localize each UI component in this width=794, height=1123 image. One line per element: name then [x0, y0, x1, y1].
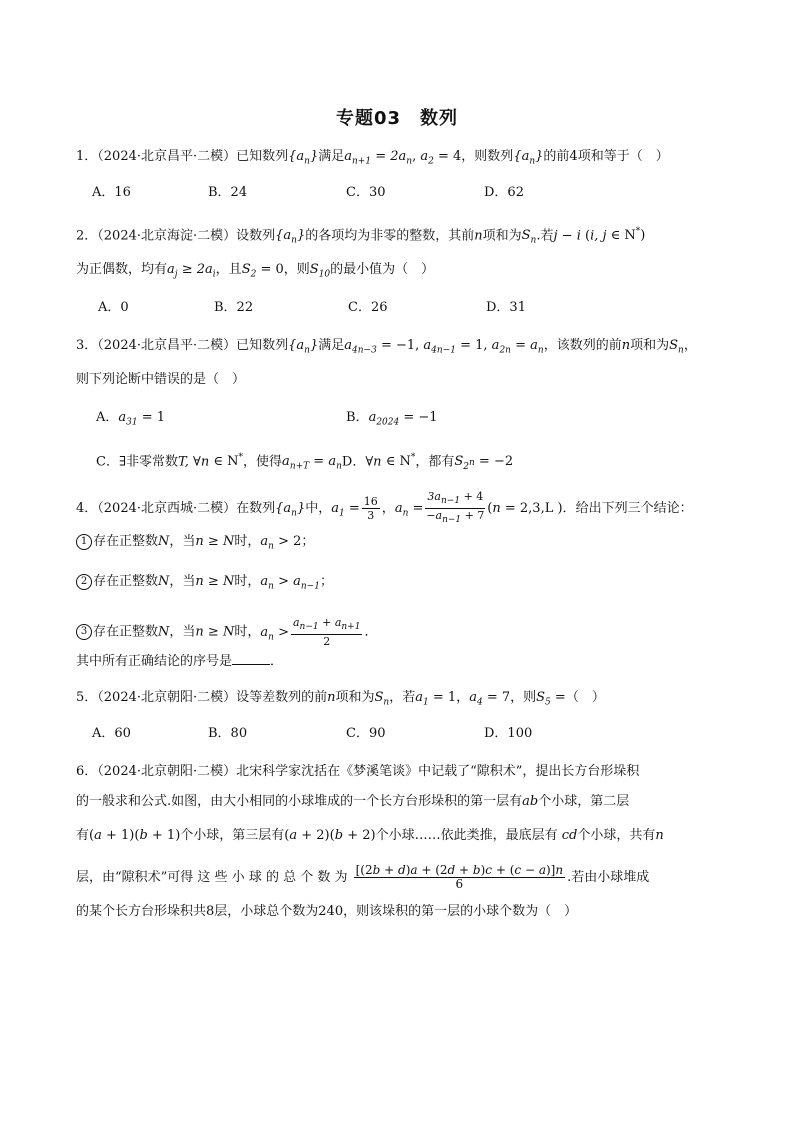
q3-option-a-math: $a_{31} = 1$	[118, 410, 166, 428]
q4-c2-N: N	[158, 574, 170, 589]
q5-given-2: $a_4 = 7$	[469, 690, 511, 708]
q3-option-c-math: T, ∀n ∈ N*	[178, 453, 244, 470]
q2-option-c: C．26	[348, 300, 388, 315]
q4-stem-c: 给出下列三个结论：	[575, 501, 693, 517]
q4-c1-b: ，当	[169, 534, 196, 549]
question-6-line-4: 层，由“隙积术”可得 这 些 小 球 的 总 个 数 为 $\frac{[(2b + d)a + (2d + b)c + (c - a)]n}{6}$ .若由小球堆成	[76, 863, 650, 891]
q3-option-d-eq: $S_{2^n} = -2$	[454, 454, 514, 472]
q4-recurrence: $a_n$ = $\frac{3a_{n-1} + 4}{-a_{n-1} + 7}$ (n = 2,3,L )	[394, 490, 563, 526]
q6-cd: cd	[557, 828, 578, 843]
q1-stem: 1．（2024·北京昌平·二模）已知数列	[76, 149, 289, 164]
q5-given: $a_1 = 1$	[415, 690, 457, 708]
q2-seq: $\{a_n\}$	[275, 228, 306, 246]
q4-c1-a: 存在正整数	[93, 534, 159, 549]
q6-stem-b: 个小球，第二层	[538, 794, 630, 809]
q5-stem-e: （ ）	[565, 690, 605, 705]
q5-stem-a: 5．（2024·北京朝阳·二模）设等差数列的前	[76, 690, 328, 705]
q3-option-b-label: B．	[346, 410, 369, 425]
q4-c1-N: N	[158, 534, 170, 549]
q3-seq: $\{a_n\}$	[288, 338, 319, 356]
q4-c2-cond: n ≥ N	[195, 574, 235, 589]
circled-3-icon: 3	[76, 624, 92, 640]
q5-option-a: A．60	[92, 726, 131, 741]
q4-c2-a: 存在正整数	[93, 574, 159, 589]
q3-option-a-label: A．	[96, 410, 119, 425]
q4-conclusion-2: 2 存在正整数N，当n ≥ N时，$a_n > a_{n-1}$；	[76, 572, 333, 597]
q4-seq: $\{a_n\}$	[275, 501, 306, 519]
q4-ask: 其中所有正确结论的序号是 ．	[76, 654, 284, 669]
question-6-line-1: 6．（2024·北京朝阳·二模）北宋科学家沈括在《梦溪笔谈》中记载了“隙积术”，提出长方台形垛积	[76, 764, 640, 779]
q2-ineq: $a_j \ge 2a_i$	[167, 262, 216, 280]
q2-stem-g: ，则	[283, 262, 310, 277]
q2-s10: $S_{10}$	[309, 262, 331, 280]
q3-option-d-tail: ，都有	[415, 454, 455, 470]
circled-1-icon: 1	[76, 534, 92, 550]
q2-n: n	[474, 228, 483, 244]
q6-stem-a: 的一般求和公式.如图，由大小相同的小球堆成的一个长方台形垛积的第一层有	[76, 794, 523, 809]
q2-option-d: D．31	[486, 300, 526, 315]
q1-option-b: B．24	[208, 185, 248, 200]
question-3-line-1: 3．（2024·北京昌平·二模）已知数列$\{a_n\}$满足$a_{4n-3} = -1$, $a_{4n-1} = 1$, $a_{2n} = a_n$，该数列的前n项和为$S_n$，	[76, 338, 697, 356]
q6-ab: ab	[522, 794, 539, 809]
q5-option-b: B．80	[208, 726, 248, 741]
q3-option-d-math: n ∈ N*	[373, 453, 416, 470]
q4-stem-a: 4．（2024·北京西城·二模）在数列	[76, 501, 276, 517]
q5-option-c: C．90	[346, 726, 386, 741]
q2-option-b: B．22	[214, 300, 254, 315]
q2-option-a: A．0	[98, 300, 129, 315]
q1-option-d: D．62	[484, 185, 524, 200]
q5-ask: $S_5$ =	[536, 690, 566, 708]
q4-c3-a: 存在正整数	[93, 624, 159, 640]
q6-stem-d: 个小球，第三层有	[180, 828, 285, 843]
q6-stem-g: 层，由“隙积术”可得 这 些 小 球 的 总 个 数 为	[76, 870, 348, 885]
question-5: 5．（2024·北京朝阳·二模）设等差数列的前n项和为$S_n$，若$a_1 = 1$，$a_4 = 7$，则$S_5$ =（ ）	[76, 690, 605, 708]
q2-stem-b: 的各项均为非零的整数，其前	[305, 228, 475, 244]
q4-c3-N: N	[158, 624, 170, 640]
q6-stem-c: 有	[76, 828, 90, 843]
q4-c1-cond: n ≥ N	[195, 534, 235, 549]
q2-stem-d: 若	[540, 228, 554, 244]
q2-stem-h: 的最小值为（ ）	[330, 262, 435, 277]
q1-option-a: A．16	[92, 185, 131, 200]
q1-stem-end: 的前4项和等于（ ）	[543, 149, 669, 164]
q3-stem-d: 项和为	[630, 338, 670, 353]
question-6-line-2	[76, 792, 629, 812]
q3-option-b-math: $a_{2024} = -1$	[368, 410, 438, 428]
q4-c3-cond: n ≥ N	[195, 624, 235, 640]
q5-stem-c: ，若	[389, 690, 416, 705]
q6-layer-3: (a + 2)(b + 2)	[284, 828, 376, 843]
q1-stem-tail: ，则数列	[461, 149, 514, 164]
q2-s2: $S_2 = 0$	[241, 262, 284, 280]
q3-stem-a: 3．（2024·北京昌平·二模）已知数列	[76, 338, 289, 353]
q6-stem-f: 个小球，共有	[577, 828, 656, 843]
q3-option-b	[346, 408, 438, 433]
q3-option-c-eq: $a_{n+T} = a_n$	[282, 454, 342, 472]
q6-formula: $\frac{[(2b + d)a + (2d + b)c + (c - a)]n}{6}$	[355, 863, 564, 891]
question-1	[76, 147, 669, 172]
q4-c1-c: 时，	[234, 534, 261, 549]
q5-n: n	[327, 690, 336, 705]
q1-seq: $\{a_n\}$	[288, 149, 319, 167]
q4-stem-b: 中，	[305, 501, 332, 517]
q1-seq-2: $\{a_n\}$	[513, 149, 544, 167]
q4-c3-claim: $a_n$ > $\frac{a_{n-1} + a_{n+1}}{2}$	[260, 616, 361, 649]
q6-stem-e: 个小球……依此类推，最底层有	[375, 828, 558, 843]
q3-option-a	[96, 408, 165, 433]
circled-2-icon: 2	[76, 574, 92, 590]
q1-recurrence: $a_{n+1} = 2a_n$, $a_2 = 4$	[344, 149, 462, 167]
question-2-line-2	[76, 260, 434, 285]
q3-stem-b: 满足	[318, 338, 345, 353]
q2-stem-c: 项和为	[482, 228, 522, 244]
q2-stem-f: ，且	[215, 262, 242, 277]
q2-stem-a: 2．（2024·北京海淀·二模）设数列	[76, 228, 276, 244]
q2-sn: $S_n$	[521, 228, 537, 246]
q4-c2-c: 时，	[234, 574, 261, 589]
q4-c3-b: ，当	[169, 624, 196, 640]
q3-option-cd	[96, 448, 513, 477]
q5-stem-b: 项和为	[335, 690, 375, 705]
q6-n: n	[655, 828, 664, 843]
q3-option-c-tail: ，使得	[243, 454, 283, 470]
question-6-line-3	[76, 826, 664, 846]
q4-conclusion-1: 1 存在正整数N，当n ≥ N时，$a_n > 2$；	[76, 532, 314, 557]
q2-stem-e: 为正偶数，均有	[76, 262, 168, 277]
q3-option-d-label: D．∀	[341, 454, 374, 470]
q3-stem-c: ，该数列的前	[543, 338, 622, 353]
q4-c2-b: ，当	[169, 574, 196, 589]
q5-sn: $S_n$	[374, 690, 390, 708]
question-3-line-2: 则下列论断中错误的是（ ）	[76, 372, 246, 387]
q5-option-d: D．100	[484, 726, 533, 741]
answer-blank	[232, 652, 270, 665]
q4-c2-claim: $a_n > a_{n-1}$	[260, 574, 320, 592]
page-title: 专题03 数列	[335, 108, 459, 129]
q1-option-c: C．30	[346, 185, 386, 200]
question-4-line-1: 4．（2024·北京西城·二模）在数列$\{a_n\}$中，$a_1$ = $\frac{16}{3}$ ，$a_n$ = $\frac{3a_{n-1} + 4}{-a_{n-1} + 7}$ (n = 2,3,L )．给出下列三个结论：	[76, 490, 693, 526]
q3-n: n	[621, 338, 631, 353]
question-6-line-5: 的某个长方台形垛积共8层，小球总个数为240，则该垛积的第一层的小球个数为（ ）	[76, 904, 578, 919]
q6-layer-2: (a + 1)(b + 1)	[89, 828, 181, 843]
q5-stem-d: ，则	[510, 690, 537, 705]
question-2-line-1: 2．（2024·北京海淀·二模）设数列$\{a_n\}$的各项均为非零的整数，其前n项和为$S_n$.若j − i (i, j ∈ N*)	[76, 227, 646, 246]
q3-recurrence: $a_{4n-3} = -1$, $a_{4n-1} = 1$, $a_{2n} = a_n$	[344, 338, 544, 356]
q4-c1-claim: $a_n > 2$	[260, 534, 302, 552]
q4-conclusion-3: 3 存在正整数N，当n ≥ N时，$a_n$ > $\frac{a_{n-1} + a_{n+1}}{2}$ ．	[76, 616, 377, 648]
q4-c3-c: 时，	[234, 624, 261, 640]
q6-stem-h: 若由小球堆成	[571, 870, 650, 885]
q3-sn: $S_n$	[669, 338, 684, 356]
q3-option-c-label: C．∃非零常数	[96, 454, 178, 470]
q4-ask-text: 其中所有正确结论的序号是	[76, 654, 233, 669]
q1-stem-mid: 满足	[318, 149, 345, 164]
q4-a1: $a_1$ = $\frac{16}{3}$	[331, 495, 378, 523]
q2-condition: j − i (i, j ∈ N*)	[553, 227, 646, 244]
